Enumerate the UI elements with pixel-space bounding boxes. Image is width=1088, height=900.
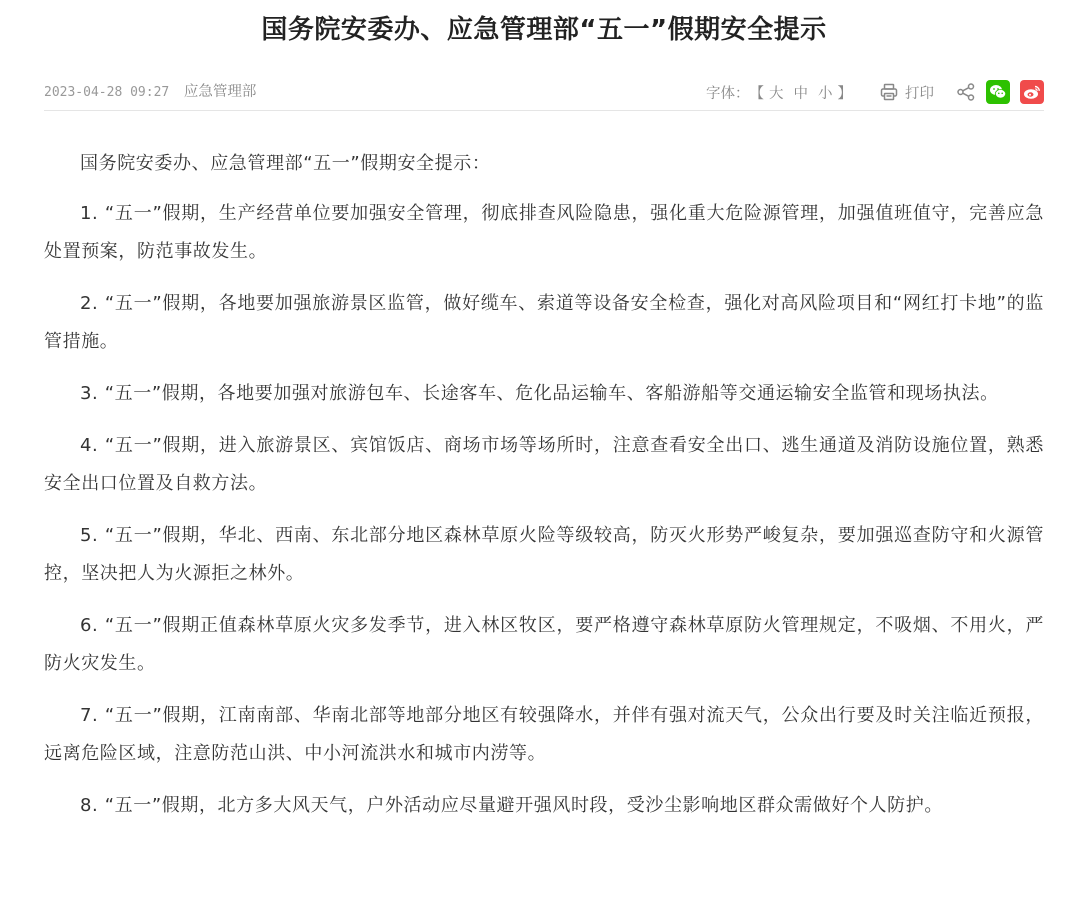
tip-paragraph-7: 7. “五一”假期，江南南部、华南北部等地部分地区有较强降水，并伴有强对流天气，公众出行要及时关注临近预报，远离危险区域，注意防范山洪、中小河流洪水和城市内涝等。 (44, 705, 1044, 764)
article-info (44, 82, 256, 103)
font-size-large-button[interactable]: 大 (769, 85, 784, 102)
font-bracket-open: 【 (749, 85, 764, 102)
tip-paragraph-8: 8. “五一”假期，北方多大风天气，户外活动应尽量避开强风时段，受沙尘影响地区群众需做好个人防护。 (80, 795, 943, 816)
weibo-icon[interactable] (1020, 80, 1044, 104)
font-size-medium-button[interactable]: 中 (793, 85, 808, 102)
article-source: 应急管理部 (183, 84, 257, 100)
font-size-label: 字体： (706, 85, 750, 102)
tip-paragraph-5: 5. “五一”假期，华北、西南、东北部分地区森林草原火险等级较高，防灭火形势严峻复杂，要加强巡查防守和火源管控，坚决把人为火源拒之林外。 (44, 525, 1044, 584)
font-size-small-button[interactable]: 小 (818, 85, 833, 102)
tip-paragraph-3: 3. “五一”假期，各地要加强对旅游包车、长途客车、危化品运输车、客船游船等交通运输安全监管和现场执法。 (80, 383, 999, 404)
font-bracket-close: 】 (837, 85, 852, 102)
tip-paragraph-1: 1. “五一”假期，生产经营单位要加强安全管理，彻底排查风险隐患，强化重大危险源管理，加强值班值守，完善应急处置预案，防范事故发生。 (44, 203, 1044, 262)
font-size-control (706, 82, 852, 103)
wechat-icon[interactable] (986, 80, 1010, 104)
tip-paragraph-4: 4. “五一”假期，进入旅游景区、宾馆饭店、商场市场等场所时，注意查看安全出口、逃生通道及消防设施位置，熟悉安全出口位置及自救方法。 (44, 435, 1044, 494)
intro-paragraph: 国务院安委办、应急管理部“五一”假期安全提示： (80, 153, 491, 174)
share-icon[interactable] (956, 82, 976, 102)
tip-paragraph-2: 2. “五一”假期，各地要加强旅游景区监管，做好缆车、索道等设备安全检查，强化对高风险项目和“网红打卡地”的监管措施。 (44, 293, 1044, 352)
article-container (44, 0, 1044, 839)
publish-date: 2023-04-28 09:27 (44, 85, 170, 100)
page-title: 国务院安委办、应急管理部“五一”假期安全提示 (261, 15, 827, 45)
printer-icon (880, 83, 905, 101)
article-tools (706, 78, 1044, 106)
print-label: 打印 (905, 85, 934, 102)
tip-paragraph-6: 6. “五一”假期正值森林草原火灾多发季节，进入林区牧区，要严格遵守森林草原防火管理规定，不吸烟、不用火，严防火灾发生。 (44, 615, 1044, 674)
print-button[interactable] (880, 82, 934, 103)
article-meta-bar (44, 66, 1044, 111)
article-body (44, 111, 1044, 825)
